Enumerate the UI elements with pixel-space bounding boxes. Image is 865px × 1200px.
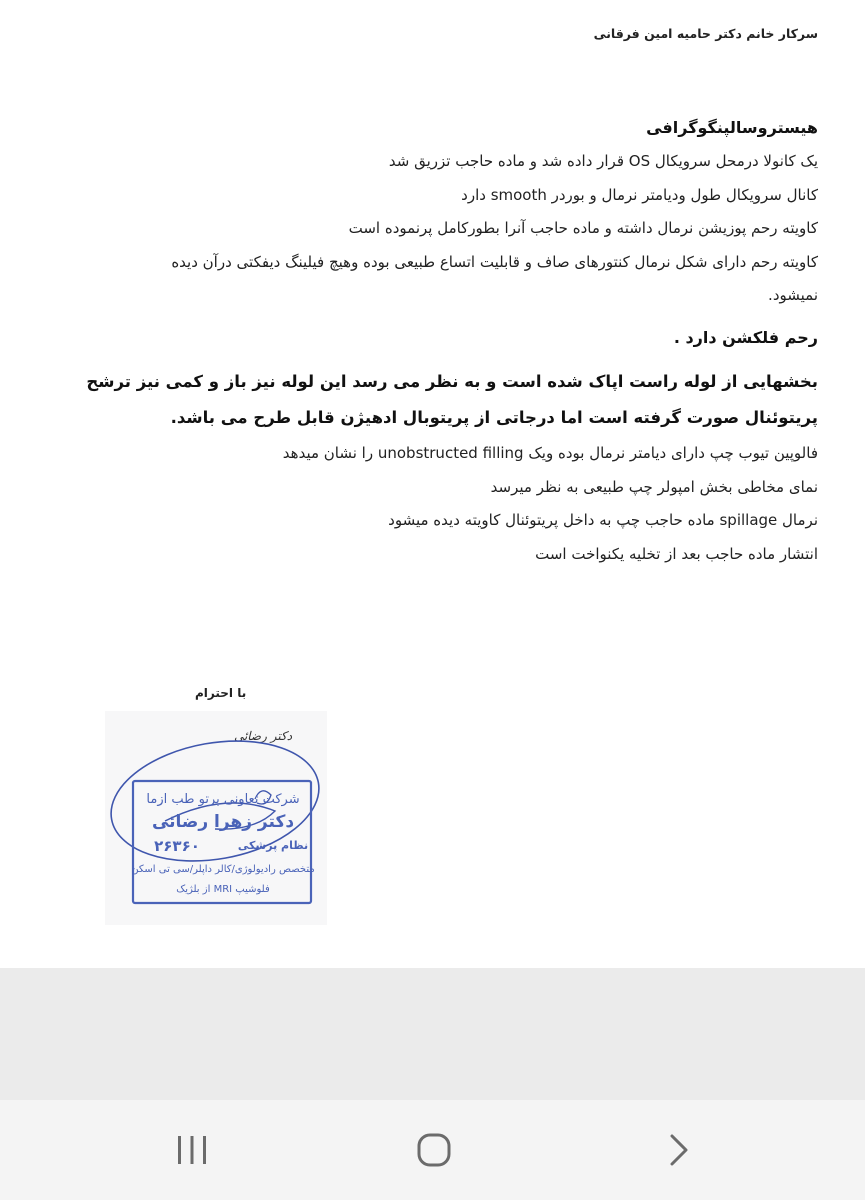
stamp-line5: فلوشیپ MRI از بلژیک xyxy=(176,884,270,895)
report-line: نرمال spillage ماده حاجب چپ به داخل پریتوئنال کاویته دیده میشود xyxy=(388,511,818,529)
signature-name: دکتر رضائی xyxy=(233,729,293,743)
stamp-line2: دکتر زهرا رضائی xyxy=(151,812,295,832)
recent-apps-button[interactable] xyxy=(162,1122,222,1178)
report-line: نمیشود. xyxy=(768,286,818,304)
stamp-seal-icon xyxy=(105,711,327,925)
bold-report-line: بخشهایی از لوله راست اپاک شده است و به نظر می رسد این لوله نیز باز و کمی نیز ترشح xyxy=(86,372,818,391)
stamp-number: ۲۶۳۶۰ xyxy=(154,837,200,855)
stamp-line3: نظام پزشکی xyxy=(237,839,309,852)
report-line: کاویته رحم دارای شکل نرمال کنتورهای صاف و قابلیت اتساع طبیعی بوده وهیچ فیلینگ دیفکتی درآن دیده xyxy=(171,253,818,271)
report-line: انتشار ماده حاجب بعد از تخلیه یکنواخت است xyxy=(535,545,818,563)
report-line: فالوپین تیوب چپ دارای دیامتر نرمال بوده ویک unobstructed filling را نشان میدهد xyxy=(282,444,818,462)
back-button[interactable] xyxy=(647,1122,707,1178)
report-line: کاویته رحم پوزیشن نرمال داشته و ماده حاجب آنرا بطورکامل پرنموده است xyxy=(348,219,818,237)
home-icon xyxy=(414,1130,454,1170)
bold-report-line: پریتوئنال صورت گرفته است اما درجاتی از پریتوبال ادهیژن قابل طرح می باشد. xyxy=(170,408,818,427)
stamp-line1: شرکت تعاونی پرتو طب ازما xyxy=(146,792,300,807)
stamp-area xyxy=(105,711,327,925)
addressee: سرکار خانم دکتر حامیه امین فرقانی xyxy=(593,26,818,41)
section-title: هیستروسالپنگوگرافی xyxy=(646,118,818,137)
empty-background xyxy=(0,968,865,1100)
recent-apps-icon xyxy=(175,1133,209,1167)
stamp-line4: متخصص رادیولوژی/کالر داپلر/سی تی اسکن xyxy=(131,864,315,875)
report-line: یک کانولا درمحل سرویکال OS قرار داده شد و ماده حاجب تزریق شد xyxy=(388,152,818,170)
home-button[interactable] xyxy=(404,1122,464,1178)
report-line: نمای مخاطی بخش امپولر چپ طبیعی به نظر میرسد xyxy=(490,478,818,496)
closing-text: با احترام xyxy=(195,686,247,700)
flexion-line: رحم فلکشن دارد . xyxy=(673,328,818,347)
android-navigation-bar xyxy=(0,1100,865,1200)
back-icon xyxy=(662,1130,692,1170)
report-line: کانال سرویکال طول ودیامتر نرمال و بوردر smooth دارد xyxy=(461,186,818,204)
